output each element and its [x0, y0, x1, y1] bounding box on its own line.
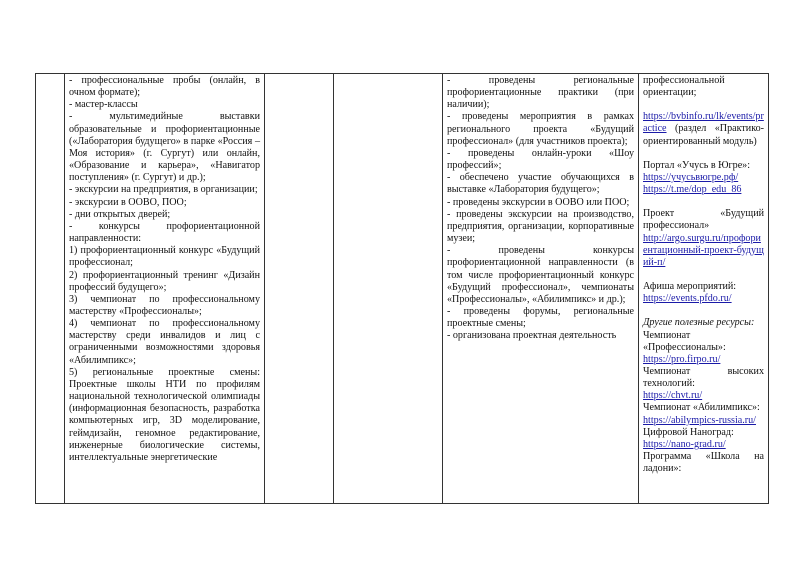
table-row — [36, 74, 769, 504]
list-item: - профессиональные пробы (онлайн, в очном формате); — [69, 75, 260, 99]
list-item: - дни открытых дверей; — [69, 208, 171, 220]
telegram-link[interactable]: https://t.me/dop_edu_86 — [643, 184, 742, 196]
professionals-label: Чемпионат «Профессионалы»: — [643, 329, 726, 353]
list-item: 4) чемпионат по профессиональному мастерству среди инвалидов и лиц с ограниченными возможностями здоровья «Абилимпикс»; — [69, 318, 260, 366]
list-item: - проведены форумы, региональные проектные смены; — [447, 305, 634, 330]
activities-table — [35, 73, 769, 504]
project-label: Проект «Будущий профессионал» — [643, 208, 764, 232]
list-item: - проведены экскурсии в ООВО или ПОО; — [447, 196, 630, 208]
results-cell — [443, 74, 639, 504]
list-item: 3) чемпионат по профессиональному мастерству «Профессионалы»; — [69, 293, 260, 317]
list-item: - экскурсии на предприятия, в организации; — [69, 184, 258, 196]
abilympics-label: Чемпионат «Абилимпикс»: — [643, 402, 760, 414]
empty-cell — [265, 74, 334, 504]
number-cell — [36, 74, 65, 504]
hitech-label: Чемпионат высоких технологий: — [643, 365, 764, 390]
list-item: - проведены мероприятия в рамках регионального проекта «Будущий профессионал» (для участников проекта); — [447, 111, 634, 147]
abilympics-link[interactable]: https://abilympics-russia.ru/ — [643, 414, 756, 426]
list-item: - проведены региональные профориентационные практики (при наличии); — [447, 75, 634, 111]
nanograd-link[interactable]: https://nano-grad.ru/ — [643, 438, 726, 450]
list-item: - мультимедийные выставки образовательные и профориентационные («Лаборатория будущего» в парке «Россия – Моя история» (г. Сургут) или онлайн, «Образование и карьера», «Навигатор поступления» (г. Сургут) и др.); — [69, 111, 260, 184]
empty-cell — [334, 74, 443, 504]
bvbinfo-link[interactable]: https://bvbinfo.ru/lk/events/practice — [643, 111, 764, 135]
list-item: 1) профориентационный конкурс «Будущий профессионал; — [69, 245, 260, 269]
hitech-link[interactable]: https://chvt.ru/ — [643, 390, 703, 402]
list-item: 5) региональные проектные смены: Проектные школы НТИ по профилям национальной технологической олимпиады (информационная безопасность, разработка компьютерных игр, 3D моделирование, геймдизайн, геномное редактирование, инженерные биологические системы, интеллектуальные энергетические — [69, 366, 260, 463]
list-item: - проведены конкурсы профориентационной направленности (в том числе профориентационный конкурс «Будущий профессионал», чемпионаты «Профессионалы», «Абилимпикс» и др.); — [447, 245, 634, 305]
school-label: Программа «Школа на ладони»: — [643, 451, 764, 475]
list-item: - обеспечено участие обучающихся в выставке «Лаборатория будущего»; — [447, 172, 634, 196]
portal-label: Портал «Учусь в Югре»: — [643, 159, 751, 171]
list-item: - проведены экскурсии на производство, предприятия, организации, корпоративные музеи; — [447, 208, 634, 245]
list-item: - конкурсы профориентационной направленности: — [69, 220, 260, 245]
afisha-label: Афиша мероприятий: — [643, 281, 737, 293]
bvbinfo-note: (раздел «Практико-ориентированный модуль) — [643, 123, 764, 147]
list-item: - организована проектная деятельность — [447, 330, 617, 342]
afisha-link[interactable]: https://events.pfdo.ru/ — [643, 293, 732, 305]
nanograd-label: Цифровой Наноград: — [643, 426, 734, 438]
list-item: - экскурсии в ООВО, ПОО; — [69, 196, 187, 208]
portal-link[interactable]: https://учусьвюгре.рф/ — [643, 171, 739, 183]
professionals-link[interactable]: https://pro.firpo.ru/ — [643, 353, 721, 365]
list-item: - мастер-классы — [69, 99, 138, 111]
activity-forms-cell — [65, 74, 265, 504]
list-item: - проведены онлайн-уроки «Шоу профессий»; — [447, 147, 634, 172]
resources-intro: профессиональной ориентации; — [643, 75, 725, 99]
resources-cell — [639, 74, 769, 504]
other-resources-label: Другие полезные ресурсы: — [643, 317, 755, 329]
list-item: 2) профориентационный тренинг «Дизайн профессий будущего»; — [69, 269, 260, 293]
project-link[interactable]: http://argo.surgu.ru/профориентационный-проект-будущий-п/ — [643, 232, 764, 268]
